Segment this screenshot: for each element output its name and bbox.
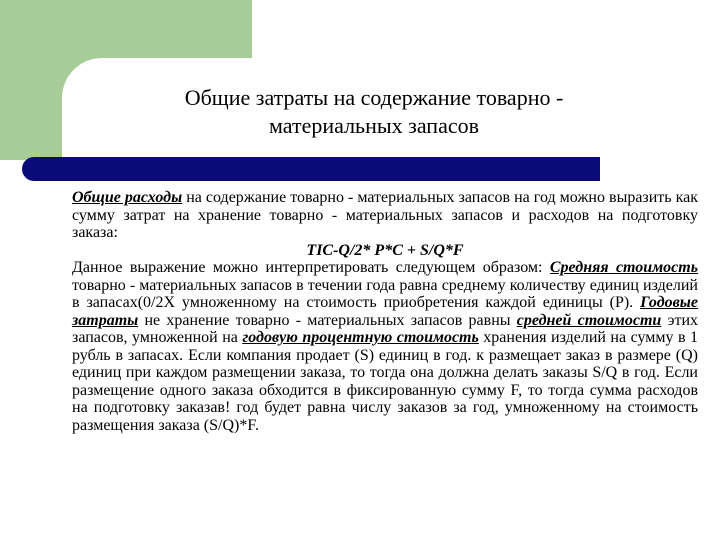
explanation-text-1: Данное выражение можно интерпретировать следующем образом: — [72, 259, 550, 276]
explanation-text-2: товарно - материальных запасов в течении года равна среднему количеству единиц изделий в запасах(0/2Х умноженному на стоимость приобретения каждой единицы (Р). — [72, 276, 698, 311]
term-annual-percent-cost: годовую процентную стоимость — [242, 329, 479, 346]
paragraph-intro — [72, 189, 698, 242]
slide-title-line-2: материальных запасов — [269, 113, 479, 138]
paragraph-intro-text: на содержание товарно - материальных запасов на год можно выразить как сумму затрат на хранение товарно - материальных запасов и расходов на подготовку заказа: — [72, 189, 699, 241]
slide-title — [100, 84, 648, 140]
explanation-text-3: не хранение товарно - материальных запасов равны — [138, 311, 517, 329]
term-average-cost: Средняя стоимость — [549, 259, 699, 276]
explanation-text-4: этих запасов, умноженной на — [72, 311, 699, 346]
explanation-text-5: хранения изделий на сумму в 1 рубль в запасах. Если компания продает (S) единиц в год. к размещает заказ в размере (Q) единиц при каждом размещении заказа, то тогда она должна делать заказы S/Q в год. Если размещение одного заказа обходится в фиксированную сумму F, то тогда сумма расходов на подготовку заказав! год будет равна числу заказов за год, умноженному на стоимость размещения заказа (S/Q)*F. — [72, 329, 699, 434]
paragraph-explanation — [72, 259, 698, 434]
term-annual-costs: Годовые затраты — [72, 294, 698, 329]
term-total-costs: Общие расходы — [72, 189, 183, 206]
slide-body — [72, 189, 698, 434]
title-divider-bar — [22, 157, 600, 181]
formula: TIC-Q/2* P*C + S/Q*F — [306, 241, 464, 259]
term-average-value: средней стоимости — [516, 311, 662, 329]
slide-title-line-1: Общие затраты на содержание товарно - — [184, 85, 564, 110]
